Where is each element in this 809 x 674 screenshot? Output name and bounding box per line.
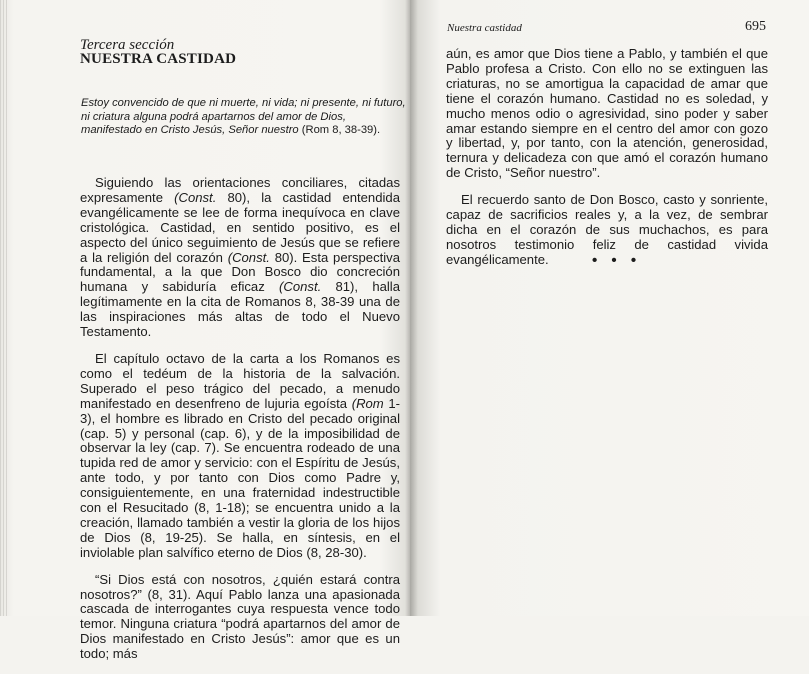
running-head: Nuestra castidad [447,22,522,34]
paragraph: “Si Dios está con nosotros, ¿quién estará contra nosotros?” (8, 31). Aquí Pablo lanza una apasionada cascada de interrogantes cuya respuesta vence todo temor. Ninguna criatura “podrá apartarnos del amor de Dios manifestado en Cristo Jesús”: amor que es un todo; más [80,571,400,662]
right-body-text [446,47,768,280]
left-body-text [80,176,400,674]
epigraph [81,97,406,138]
epigraph-reference: (Rom 8, 38-39). [298,124,381,137]
section-label: Tercera sección [80,37,175,53]
page-edge-lines [0,0,9,616]
paragraph: El recuerdo santo de Don Bosco, casto y sonriente, capaz de sacrificios reales y, a la vez, de sembrar dicha en el corazón de sus muchachos, es para nosotros testimonio feliz de castidad vivida evangélicamente. [446,192,768,267]
paragraph: aún, es amor que Dios tiene a Pablo, y también el que Pablo profesa a Cristo. Con ello no se extinguen las criaturas, no se amortigua la capacidad de amar que tiene el corazón humano. Castidad no es soledad, y mucho menos odio o agresividad, sino poder y saber amar estando siempre en el centro del amor con gozo y libertad, y, por tanto, con la atención, generosidad, ternura y delicadeza con que amó el corazón humano de Cristo, “Señor nuestro”. [446,46,768,181]
section-end-ornament: • • • [592,252,642,269]
page-number: 695 [745,19,766,34]
chapter-title: NUESTRA CASTIDAD [80,51,237,67]
paragraph: Siguiendo las orientaciones conciliares, citadas expresamente (Const. 80), la castidad entendida evangélicamente se lee de forma inequívoca en clave cristológica. Castidad, en sentido positivo, es el aspecto del único seguimiento de Jesús que se refiere a la religión del corazón (Const. 80). Esta perspectiva fundamental, a la que Don Bosco dio concreción humana y sabiduría eficaz (Const. 81), halla legítimamente en la cita de Romanos 8, 38-39 una de las inspiraciones más altas de todo el Nuevo Testamento. [80,175,400,340]
epigraph-quote: Estoy convencido de que ni muerte, ni vida; ni presente, ni futuro, ni criatura alguna podrá apartarnos del amor de Dios, manifestado en Cristo Jesús, Señor nuestro [81,97,406,137]
paragraph: El capítulo octavo de la carta a los Romanos es como el tedéum de la historia de la salvación. Superado el peso trágico del pecado, a menudo manifestado en desenfreno de lujuria egoísta (Rom 1-3), el hombre es librado en Cristo del pecado original (cap. 5) y personal (cap. 6), y de la imposibilidad de observar la ley (cap. 7). Se encuentra rodeado de una tupida red de amor y servicio: con el Espíritu de Jesús, ante todo, y por tanto con Dios como Padre y, consiguientemente, en una fraternidad indestructible con el Resucitado (8, 1-18); se encuentra unido a la creación, llamado también a vestir la gloria de los hijos de Dios (8, 19-25). Se halla, en síntesis, en el inviolable plan salvífico eterno de Dios (8, 28-30). [80,350,400,560]
left-page [0,0,410,662]
